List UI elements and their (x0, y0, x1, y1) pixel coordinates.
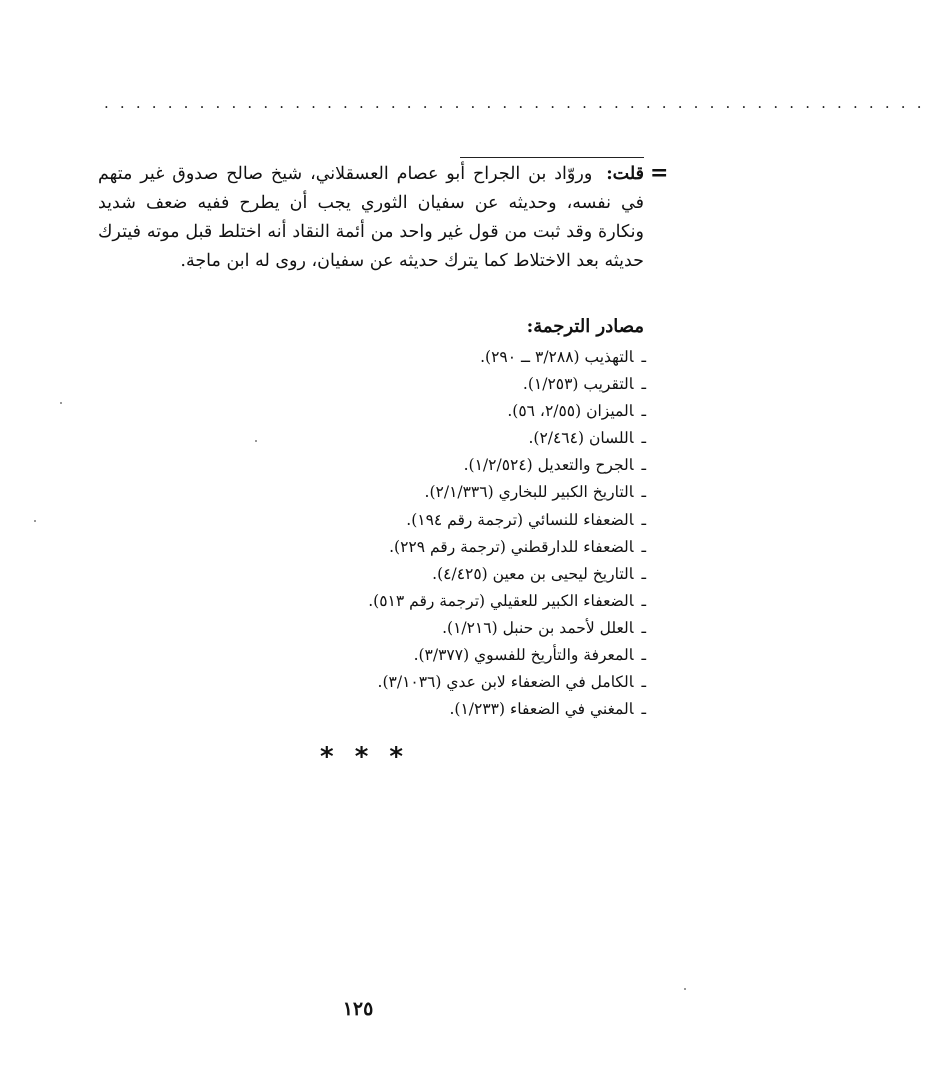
source-item: ـالضعفاء للدارقطني (ترجمة رقم ٢٢٩). (389, 537, 646, 556)
scan-speck (684, 988, 686, 990)
source-item: ـالتقريب (١/٢٥٣). (522, 375, 646, 394)
footnote-rule (460, 157, 644, 158)
footnote-lead: قلت: (606, 164, 644, 184)
footnote-text: وروّاد بن الجراح أبو عصام العسقلاني، شيخ صالح صدوق غير متهم في نفسه، وحديثه عن سفيان الثوري يجب أن يطرح ففيه ضعف شديد ونكارة وقد ثبت من قول غير واحد من أئمة النقاد أنه اختلط قبل موته فيترك حديثه بعد الاختلاط كما يترك حديثه عن سفيان، روى له ابن ماجة. (98, 164, 644, 271)
source-item: ـالتاريخ الكبير للبخاري (٢/١/٣٣٦). (424, 483, 646, 502)
source-bullet: ـ (641, 700, 646, 719)
source-item: ـالمغني في الضعفاء (١/٢٣٣). (449, 700, 646, 719)
source-bullet: ـ (641, 483, 646, 502)
source-bullet: ـ (641, 429, 646, 448)
source-bullet: ـ (641, 646, 646, 665)
source-item: ـالضعفاء الكبير للعقيلي (ترجمة رقم ٥١٣). (368, 591, 646, 610)
source-item: ـالضعفاء للنسائي (ترجمة رقم ١٩٤). (406, 510, 646, 529)
source-item: ـالتاريخ ليحيى بن معين (٤/٤٢٥). (432, 564, 646, 583)
scan-speck (60, 402, 62, 404)
section-ornament: * * * (320, 742, 409, 772)
source-bullet: ـ (641, 673, 646, 692)
source-item: ـالمعرفة والتأريخ للفسوي (٣/٣٧٧). (413, 646, 646, 665)
scan-speck (34, 520, 36, 522)
sources-list (166, 344, 646, 723)
source-bullet: ـ (641, 510, 646, 529)
source-bullet: ـ (641, 402, 646, 421)
sources-heading: مصادر الترجمة: (526, 316, 644, 337)
source-item: ـالكامل في الضعفاء لابن عدي (٣/١٠٣٦). (377, 673, 646, 692)
source-bullet: ـ (641, 564, 646, 583)
source-item: ـاللسان (٢/٤٦٤). (528, 429, 646, 448)
page-number: ١٢٥ (342, 998, 374, 1020)
source-bullet: ـ (641, 618, 646, 637)
source-item: ـالجرح والتعديل (١/٢/٥٢٤). (463, 456, 646, 475)
source-bullet: ـ (641, 375, 646, 394)
source-bullet: ـ (641, 537, 646, 556)
source-bullet: ـ (641, 348, 646, 366)
source-item: ـالميزان (٢/٥٥، ٥٦). (507, 402, 646, 421)
source-bullet: ـ (641, 591, 646, 610)
footnote-paragraph (98, 160, 644, 276)
source-bullet: ـ (641, 456, 646, 475)
scan-speck (255, 440, 257, 442)
dot-leader: . . . . . . . . . . . . . . . . . . . . . . . . . . . . . . . . . . . . . . . . . . . . . . . . . . . . (104, 94, 925, 112)
continuation-mark: = (650, 160, 669, 186)
source-item: ـالتهذيب (٣/٢٨٨ ــ ٢٩٠). (480, 348, 646, 366)
source-item: ـالعلل لأحمد بن حنبل (١/٢١٦). (442, 618, 646, 637)
